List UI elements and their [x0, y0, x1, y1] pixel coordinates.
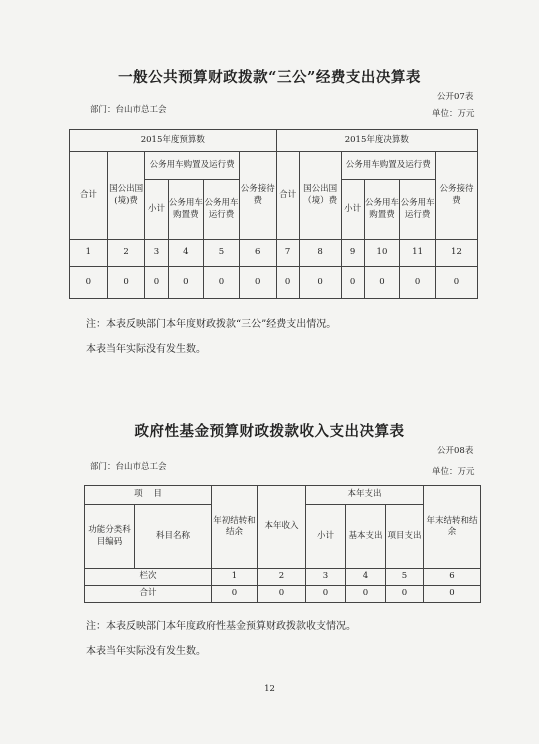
colnum-cell: 6	[239, 240, 276, 267]
colnum-cell: 3	[145, 240, 168, 267]
col-item: 项 目	[85, 486, 212, 505]
table07-code: 公开07表	[437, 92, 474, 102]
final-header: 2015年度决算数	[276, 130, 477, 152]
value-cell: 0	[400, 267, 436, 299]
colnum-cell: 1	[212, 569, 258, 586]
table07-note-2: 本表当年实际没有发生数。	[86, 344, 206, 355]
value-cell: 0	[204, 267, 240, 299]
col-vehicle-group: 公务用车购置及运行费	[145, 152, 239, 180]
table07-unit: 单位：万元	[432, 109, 475, 119]
value-cell: 0	[239, 267, 276, 299]
table07-colnum-row	[70, 240, 478, 267]
table08-colnum-row	[85, 569, 481, 586]
table08-unit: 单位：万元	[432, 467, 475, 477]
col-begin: 年初结转和结余	[212, 486, 258, 569]
col-total: 合计	[70, 152, 108, 240]
col-subject: 科目名称	[135, 505, 212, 569]
colnum-cell: 1	[70, 240, 108, 267]
col-reception-final: 公务接待费	[435, 152, 477, 240]
value-cell: 0	[341, 267, 364, 299]
value-cell: 0	[386, 586, 424, 603]
value-cell: 0	[299, 267, 341, 299]
colnum-cell: 9	[341, 240, 364, 267]
col-end: 年末结转和结余	[424, 486, 481, 569]
table08-dept: 部门：台山市总工会	[90, 462, 167, 472]
colnum-cell: 10	[364, 240, 400, 267]
colnum-cell: 4	[168, 240, 204, 267]
colnum-cell: 11	[400, 240, 436, 267]
col-func-code: 功能分类科目编码	[85, 505, 135, 569]
value-cell: 0	[306, 586, 346, 603]
colnum-cell: 6	[424, 569, 481, 586]
col-project: 项目支出	[386, 505, 424, 569]
col-total-final: 合计	[276, 152, 299, 240]
value-cell: 0	[212, 586, 258, 603]
table08-total-row	[85, 586, 481, 603]
col-purchase-final: 公务用车购置费	[364, 180, 400, 240]
colnum-cell: 4	[346, 569, 386, 586]
col-abroad-final: 国公出国（境）费	[299, 152, 341, 240]
value-cell: 0	[168, 267, 204, 299]
col-abroad: 国公出国(境)费	[107, 152, 145, 240]
value-cell: 0	[364, 267, 400, 299]
table07-dept: 部门：台山市总工会	[90, 105, 167, 115]
colnum-cell: 7	[276, 240, 299, 267]
table08-code: 公开08表	[437, 446, 474, 456]
table08-note: 注：本表反映部门本年度政府性基金预算财政拨款收支情况。	[86, 621, 356, 632]
value-cell: 0	[107, 267, 145, 299]
colnum-cell: 2	[258, 569, 306, 586]
colnum-cell: 8	[299, 240, 341, 267]
col-operation: 公务用车运行费	[204, 180, 240, 240]
col-purchase: 公务用车购置费	[168, 180, 204, 240]
value-cell: 0	[424, 586, 481, 603]
col-subtotal-final: 小计	[341, 180, 364, 240]
col-expense-group: 本年支出	[306, 486, 424, 505]
col-reception: 公务接待费	[239, 152, 276, 240]
table08-title: 政府性基金预算财政拨款收入支出决算表	[134, 423, 405, 440]
col-income: 本年收入	[258, 486, 306, 569]
col-basic: 基本支出	[346, 505, 386, 569]
value-cell: 0	[346, 586, 386, 603]
table07-note: 注：本表反映部门本年度财政拨款“三公”经费支出情况。	[86, 319, 337, 330]
budget-header: 2015年度预算数	[70, 130, 277, 152]
col-subtotal: 小计	[145, 180, 168, 240]
page-number: 12	[264, 684, 275, 694]
table08-note-2: 本表当年实际没有发生数。	[86, 646, 206, 657]
value-cell: 0	[258, 586, 306, 603]
table08	[84, 485, 481, 603]
colnum-cell: 5	[386, 569, 424, 586]
value-cell: 0	[70, 267, 108, 299]
col-operation-final: 公务用车运行费	[400, 180, 436, 240]
table07-title: 一般公共预算财政拨款“三公”经费支出决算表	[118, 69, 421, 86]
colnum-cell: 2	[107, 240, 145, 267]
table07	[69, 129, 478, 299]
value-cell: 0	[435, 267, 477, 299]
col-subtotal: 小计	[306, 505, 346, 569]
row-total-label: 合计	[85, 586, 212, 603]
col-vehicle-group-final: 公务用车购置及运行费	[341, 152, 435, 180]
colnum-cell: 3	[306, 569, 346, 586]
row-colnum-label: 栏次	[85, 569, 212, 586]
table07-value-row	[70, 267, 478, 299]
value-cell: 0	[145, 267, 168, 299]
colnum-cell: 5	[204, 240, 240, 267]
colnum-cell: 12	[435, 240, 477, 267]
value-cell: 0	[276, 267, 299, 299]
